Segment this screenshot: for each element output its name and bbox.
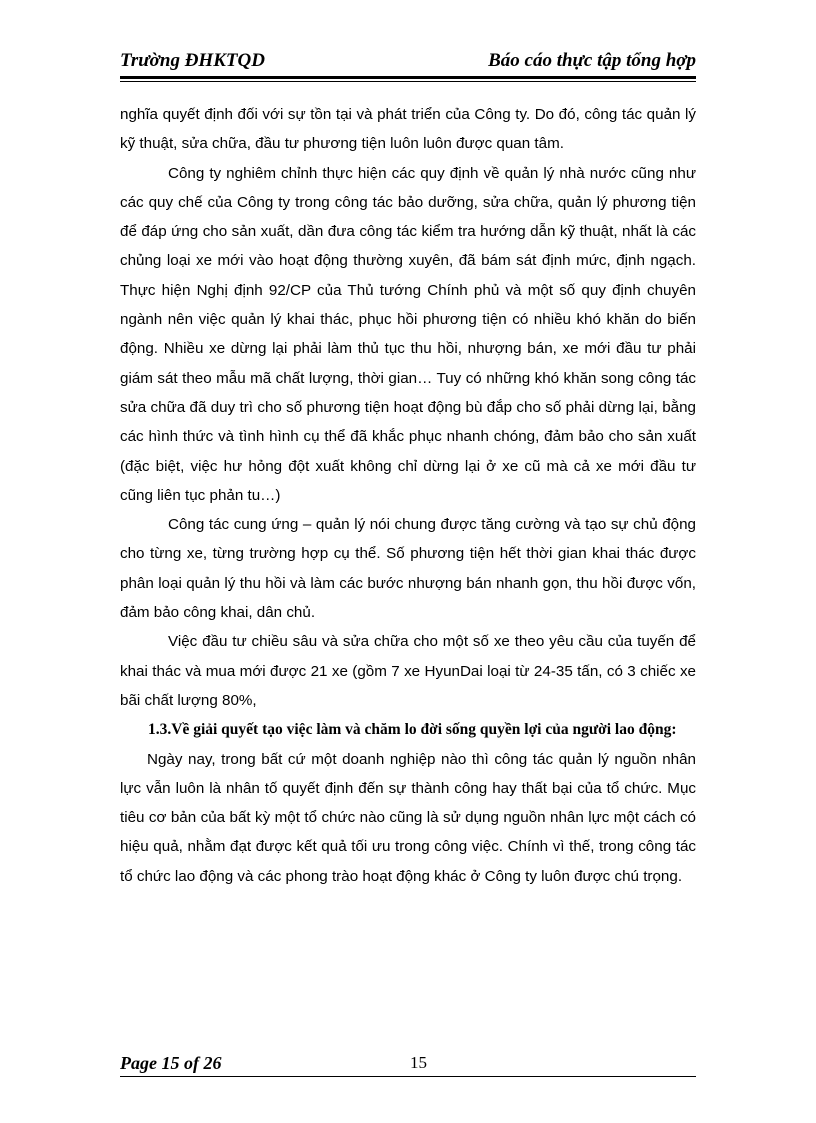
paragraph-5: Ngày nay, trong bất cứ một doanh nghiệp nào thì công tác quản lý nguồn nhân lực vẫn luôn là nhân tố quyết định đến sự thành công hay thất bại của tổ chức. Mục tiêu cơ bản của bất kỳ một tổ chức nào cũng là sử dụng nguồn nhân lực một cách có hiệu quả, nhằm đạt được kết quả tối ưu trong công việc. Chính vì thế, trong công tác tổ chức lao động và các phong trào hoạt động khác ở Công ty luôn được chú trọng. <box>120 750 696 885</box>
page-footer <box>120 1050 696 1080</box>
footer-rule <box>120 1076 696 1077</box>
document-body <box>120 100 696 891</box>
section-heading: 1.3.Về giải quyết tạo việc làm và chăm lo đời sống quyền lợi của người lao động: <box>148 721 677 739</box>
header-school-name: Trường ĐHKTQD <box>120 50 265 71</box>
header-rule-thick <box>120 76 696 79</box>
footer-page-number: 15 <box>410 1053 427 1072</box>
page-header <box>120 50 696 78</box>
paragraph-3: Công tác cung ứng – quản lý nói chung được tăng cường và tạo sự chủ động cho từng xe, từng trường hợp cụ thể. Số phương tiện hết thời gian khai thác được phân loại quản lý thu hồi và làm các bước nhượng bán nhanh gọn, thu hồi được vốn, đảm bảo công khai, dân chủ. <box>120 516 696 622</box>
paragraph-2: Công ty nghiêm chỉnh thực hiện các quy định về quản lý nhà nước cũng như các quy chế của Công ty trong công tác bảo dưỡng, sửa chữa, quản lý phương tiện để đáp ứng cho sản xuất, dần đưa công tác kiểm tra hướng dẫn kỹ thuật, nhất là các chủng loại xe mới vào hoạt động thường xuyên, đã bám sát định mức, định ngạch. Thực hiện Nghị định 92/CP của Thủ tướng Chính phủ và một số quy định chuyên ngành nên việc quản lý khai thác, phục hồi phương tiện có nhiều khó khăn do biến động. Nhiều xe dừng lại phải làm thủ tục thu hồi, nhượng bán, xe mới đầu tư phải giám sát theo mẫu mã chất lượng, thời gian… Tuy có những khó khăn song công tác sửa chữa đã duy trì cho số phương tiện hoạt động bù đắp cho số phải dừng lại, bằng các hình thức và tình hình cụ thể đã khắc phục nhanh chóng, đảm bảo cho sản xuất (đặc biệt, việc hư hỏng đột xuất không chỉ dừng lại ở xe cũ mà cả xe mới đầu tư cũng liên tục phản tu…) <box>120 164 696 504</box>
paragraph-1: nghĩa quyết định đối với sự tồn tại và phát triển của Công ty. Do đó, công tác quản lý kỹ thuật, sửa chữa, đầu tư phương tiện luôn luôn được quan tâm. <box>120 106 696 153</box>
header-rule-thin <box>120 81 696 82</box>
paragraph-4: Việc đầu tư chiều sâu và sửa chữa cho một số xe theo yêu cầu của tuyến để khai thác và mua mới được 21 xe (gồm 7 xe HyunDai loại từ 24-35 tấn, có 3 chiếc xe bãi chất lượng 80%, <box>120 633 696 709</box>
footer-page-label: Page 15 of 26 <box>120 1053 222 1073</box>
header-report-title: Báo cáo thực tập tổng hợp <box>488 50 696 71</box>
